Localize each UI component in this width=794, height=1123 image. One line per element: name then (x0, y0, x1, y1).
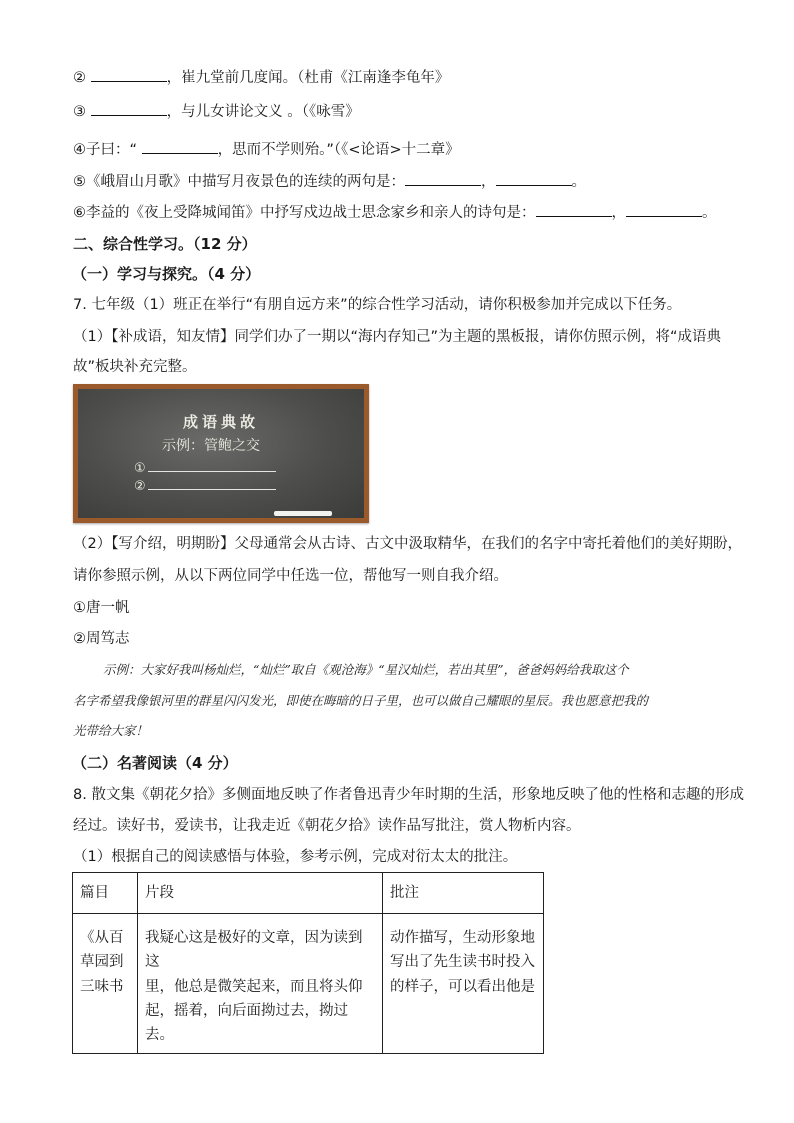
table-header: 片段 (138, 873, 383, 914)
question-2: ② ，崔九堂前几度闻。（杜甫《江南逢李龟年》 (73, 67, 449, 88)
option-2: ②周笃志 (73, 631, 130, 647)
answer-blank[interactable] (536, 202, 612, 217)
example-line-2: 名字希望我像银河里的群星闪闪发光，即使在晦暗的日子里，也可以做自己耀眼的星辰。我也愿意把我的 (73, 693, 649, 708)
example-line-3: 光带给大家！ (73, 723, 149, 738)
annotation-table (72, 872, 544, 1054)
answer-blank[interactable] (626, 202, 702, 217)
table-cell-annotation: 动作描写，生动形象地 写出了先生读书时投入 的样子，可以看出他是 (383, 914, 544, 1054)
blackboard-blank-2: ② (134, 477, 276, 494)
option-1: ①唐一帆 (73, 600, 130, 616)
question-8-line-1: 8. 散文集《朝花夕拾》多侧面地反映了作者鲁迅青少年时期的生活，形象地反映了他的性格和志趣的形成 (73, 787, 744, 803)
section-heading: 二、综合性学习。（12 分） (73, 235, 257, 253)
blackboard-image (73, 384, 369, 523)
answer-blank[interactable] (496, 171, 572, 186)
answer-blank[interactable] (91, 67, 167, 82)
table-cell-excerpt: 我疑心这是极好的文章，因为读到这 里，他总是微笑起来，而且将头仰 起，摇着，向后面拗过去，拗过去。 (138, 914, 383, 1054)
example-line-1: 示例：大家好我叫杨灿烂，“灿烂”取自《观沧海》“星汉灿烂，若出其里”，爸爸妈妈给我取这个 (103, 662, 629, 677)
blackboard-example: 示例：管鲍之交 (162, 438, 260, 454)
question-8-line-2: 经过。读好书，爱读书，让我走近《朝花夕拾》读作品写批注，赏人物析内容。 (73, 818, 581, 834)
answer-blank[interactable] (142, 139, 218, 154)
blackboard-surface (78, 389, 364, 518)
task-2-line-2: 请你参照示例，从以下两位同学中任选一位，帮他写一则自我介绍。 (73, 568, 508, 584)
table-cell-title: 《从百 草园到 三味书 (73, 914, 138, 1054)
question-5: ⑤《峨眉山月歌》中描写月夜景色的连续的两句是： ， 。 (73, 171, 586, 192)
question-7: 7. 七年级（1）班正在举行“有朋自远方来”的综合性学习活动，请你积极参加并完成以下任务。 (73, 297, 682, 313)
table-header: 篇目 (73, 873, 138, 914)
task-2-line-1: （2）【写介绍，明期盼】父母通常会从古诗、古文中汲取精华，在我们的名字中寄托着他们的美好期盼， (73, 536, 742, 552)
chalk-piece (274, 511, 332, 516)
task-1-line-2: 故”板块补充完整。 (73, 359, 197, 375)
subsection-heading-2: （二）名著阅读（4 分） (72, 754, 238, 772)
subsection-heading-1: （一）学习与探究。（4 分） (72, 265, 261, 283)
task-1-line-1: （1）【补成语，知友情】同学们办了一期以“海内存知己”为主题的黑板报，请你仿照示例，将“成语典 (73, 329, 722, 345)
table-header-row (73, 873, 544, 914)
blackboard-title: 成语典故 (182, 413, 259, 431)
answer-blank[interactable] (91, 101, 167, 116)
table-row (73, 914, 544, 1054)
blackboard-blank-1: ① (134, 459, 276, 476)
question-3: ③ ，与儿女讲论文义 。（《咏雪》 (73, 101, 360, 122)
answer-blank[interactable] (405, 171, 481, 186)
question-6: ⑥李益的《夜上受降城闻笛》中抒写戍边战士思念家乡和亲人的诗句是： ， 。 (73, 202, 717, 223)
question-4: ④子曰：“ ，思而不学则殆。”（《<论语>十二章》 (73, 139, 460, 160)
table-header: 批注 (383, 873, 544, 914)
question-8-task-1: （1）根据自己的阅读感悟与体验，参考示例，完成对衍太太的批注。 (73, 849, 518, 865)
